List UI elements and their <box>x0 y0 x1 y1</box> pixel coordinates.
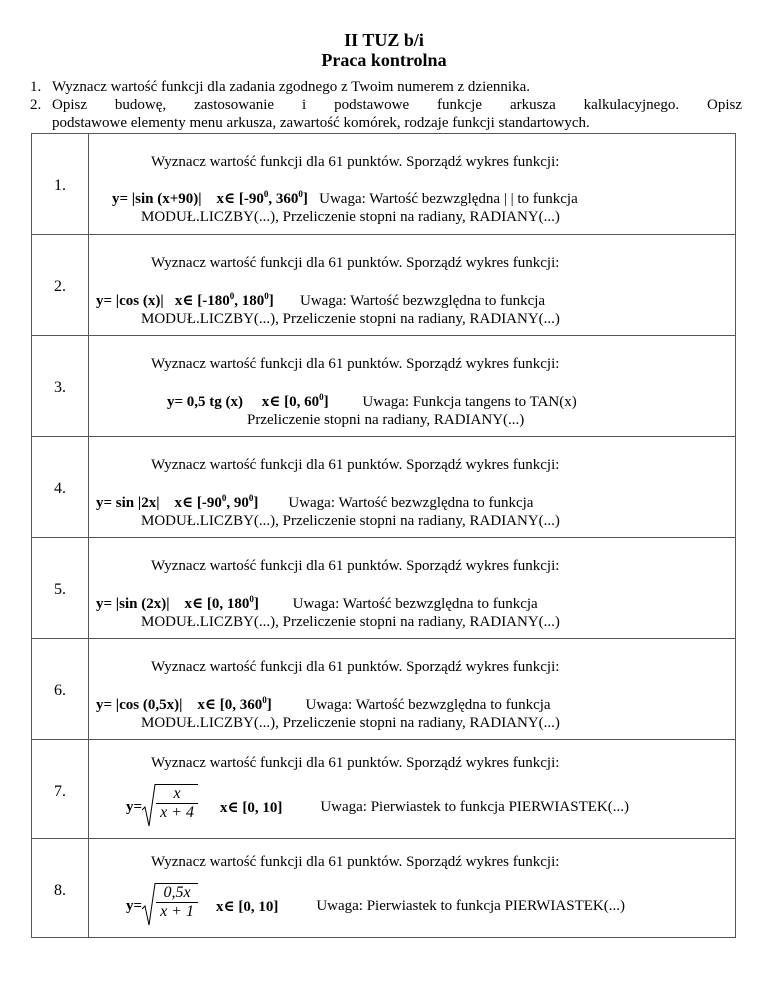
task-lead: Wyznacz wartość funkcji dla 61 punktów. Sporządź wykres funkcji: <box>151 755 560 771</box>
task-lead: Wyznacz wartość funkcji dla 61 punktów. Sporządź wykres funkcji: <box>151 558 560 574</box>
task-lead: Wyznacz wartość funkcji dla 61 punktów. Sporządź wykres funkcji: <box>151 854 560 870</box>
task-content-cell <box>89 839 736 938</box>
task-number-cell <box>32 740 89 839</box>
task-note-line: MODUŁ.LICZBY(...), Przeliczenie stopni na radiany, RADIANY(...) <box>141 715 560 731</box>
task-domain: x∈ [$-180^0$, $180^0$] <box>174 291 274 309</box>
task-formula-line <box>126 883 625 929</box>
fraction <box>156 785 198 822</box>
instruction-2 <box>30 96 742 114</box>
task-content-cell <box>89 437 736 538</box>
task-number: 7. <box>54 783 66 800</box>
task-formula-line <box>96 594 538 613</box>
task-note-line: MODUŁ.LICZBY(...), Przeliczenie stopni na radiany, RADIANY(...) <box>141 311 560 327</box>
task-domain: x∈ [0, 10] <box>215 898 279 915</box>
task-lead: Wyznacz wartość funkcji dla 61 punktów. Sporządź wykres funkcji: <box>151 659 560 675</box>
task-row <box>32 235 736 336</box>
task-note: Uwaga: Wartość bezwzględna to funkcja <box>292 596 538 612</box>
task-row <box>32 740 736 839</box>
task-domain: x∈ [0, $180^0$] <box>184 594 259 612</box>
document-title: II TUZ b/i <box>344 30 424 50</box>
task-number: 6. <box>54 682 66 699</box>
task-formula-line <box>112 189 578 208</box>
task-formula-line <box>96 291 545 310</box>
task-lead: Wyznacz wartość funkcji dla 61 punktów. Sporządź wykres funkcji: <box>151 154 560 170</box>
instruction-1-text: Wyznacz wartość funkcji dla zadania zgodnego z Twoim numerem z dziennika. <box>52 79 530 95</box>
task-number: 2. <box>54 278 66 295</box>
task-domain: x∈ [0, $360^0$] <box>197 695 272 713</box>
task-content-cell <box>89 538 736 639</box>
task-number-cell <box>32 235 89 336</box>
task-note: Uwaga: Wartość bezwzględna to funkcja <box>299 293 546 309</box>
task-number: 1. <box>54 177 66 194</box>
task-function: y= |cos (x)| <box>96 293 164 309</box>
task-y-label: y= <box>126 798 143 815</box>
task-row <box>32 437 736 538</box>
task-row <box>32 639 736 740</box>
task-formula-line <box>96 493 533 512</box>
task-number: 3. <box>54 379 66 396</box>
instruction-2-text: Opisz budowę, zastosowanie i podstawowe funkcje arkusza kalkulacyjnego. Opisz <box>52 97 742 113</box>
denominator: x + 4 <box>160 804 194 821</box>
task-content-cell <box>89 740 736 839</box>
task-note: Uwaga: Wartość bezwzględna | | to funkcja <box>319 191 578 207</box>
task-formula-line <box>167 392 577 411</box>
radical-sign-icon <box>142 784 156 830</box>
task-content-cell <box>89 134 736 235</box>
task-lead: Wyznacz wartość funkcji dla 61 punktów. Sporządź wykres funkcji: <box>151 457 560 473</box>
fraction <box>156 884 198 921</box>
task-function: y= sin |2x| <box>96 495 160 511</box>
task-content-cell <box>89 235 736 336</box>
task-domain: x∈ [$-90^0$, $360^0$] <box>216 189 308 207</box>
task-number: 8. <box>54 882 66 899</box>
task-function: y= |sin (x+90)| <box>112 191 202 207</box>
task-note: Uwaga: Funkcja tangens to TAN(x) <box>362 394 577 410</box>
task-number: 4. <box>54 480 66 497</box>
instruction-2-continuation: podstawowe elementy menu arkusza, zawartość komórek, rodzaje funkcji standartowych. <box>52 115 590 131</box>
instruction-1 <box>30 78 742 96</box>
task-row <box>32 336 736 437</box>
task-content-cell <box>89 336 736 437</box>
task-number-cell <box>32 639 89 740</box>
task-formula-line <box>126 784 629 830</box>
task-function: y= |cos (0,5x)| <box>96 697 183 713</box>
task-row <box>32 538 736 639</box>
task-note: Uwaga: Pierwiastek to funkcja PIERWIASTEK(...) <box>316 897 625 914</box>
task-row <box>32 134 736 235</box>
square-root <box>142 784 198 830</box>
task-note-line: Przeliczenie stopni na radiany, RADIANY(...) <box>247 412 525 428</box>
square-root <box>142 883 198 929</box>
task-function: y= 0,5 tg (x) <box>167 394 244 410</box>
tasks-table <box>31 133 736 938</box>
task-number-cell <box>32 134 89 235</box>
task-note-line: MODUŁ.LICZBY(...), Przeliczenie stopni na radiany, RADIANY(...) <box>141 513 560 529</box>
task-y-label: y= <box>126 897 143 914</box>
document-subtitle: Praca kontrolna <box>321 50 447 70</box>
numerator: x <box>156 785 198 804</box>
task-function: y= |sin (2x)| <box>96 596 170 612</box>
numerator: 0,5x <box>156 884 198 903</box>
task-domain: x∈ [$-90^0$, $90^0$] <box>174 493 259 511</box>
task-note-line: MODUŁ.LICZBY(...), Przeliczenie stopni na radiany, RADIANY(...) <box>141 614 560 630</box>
task-number-cell <box>32 839 89 938</box>
task-note: Uwaga: Wartość bezwzględna to funkcja <box>288 495 534 511</box>
task-note: Uwaga: Wartość bezwzględna to funkcja <box>305 697 551 713</box>
radical-sign-icon <box>142 883 156 929</box>
task-number-cell <box>32 538 89 639</box>
task-lead: Wyznacz wartość funkcji dla 61 punktów. Sporządź wykres funkcji: <box>151 255 560 271</box>
task-number-cell <box>32 437 89 538</box>
denominator: x + 1 <box>160 903 194 920</box>
task-content-cell <box>89 639 736 740</box>
task-number-cell <box>32 336 89 437</box>
task-lead: Wyznacz wartość funkcji dla 61 punktów. Sporządź wykres funkcji: <box>151 356 560 372</box>
instruction-2-number: 2. <box>30 97 42 113</box>
task-number: 5. <box>54 581 66 598</box>
task-formula-line <box>96 695 551 714</box>
task-note-line: MODUŁ.LICZBY(...), Przeliczenie stopni na radiany, RADIANY(...) <box>141 209 560 225</box>
task-domain: x∈ [0, $60^0$] <box>261 392 329 410</box>
task-note: Uwaga: Pierwiastek to funkcja PIERWIASTEK(...) <box>320 798 629 815</box>
instruction-1-number: 1. <box>30 79 42 95</box>
task-domain: x∈ [0, 10] <box>219 799 283 816</box>
task-row <box>32 839 736 938</box>
